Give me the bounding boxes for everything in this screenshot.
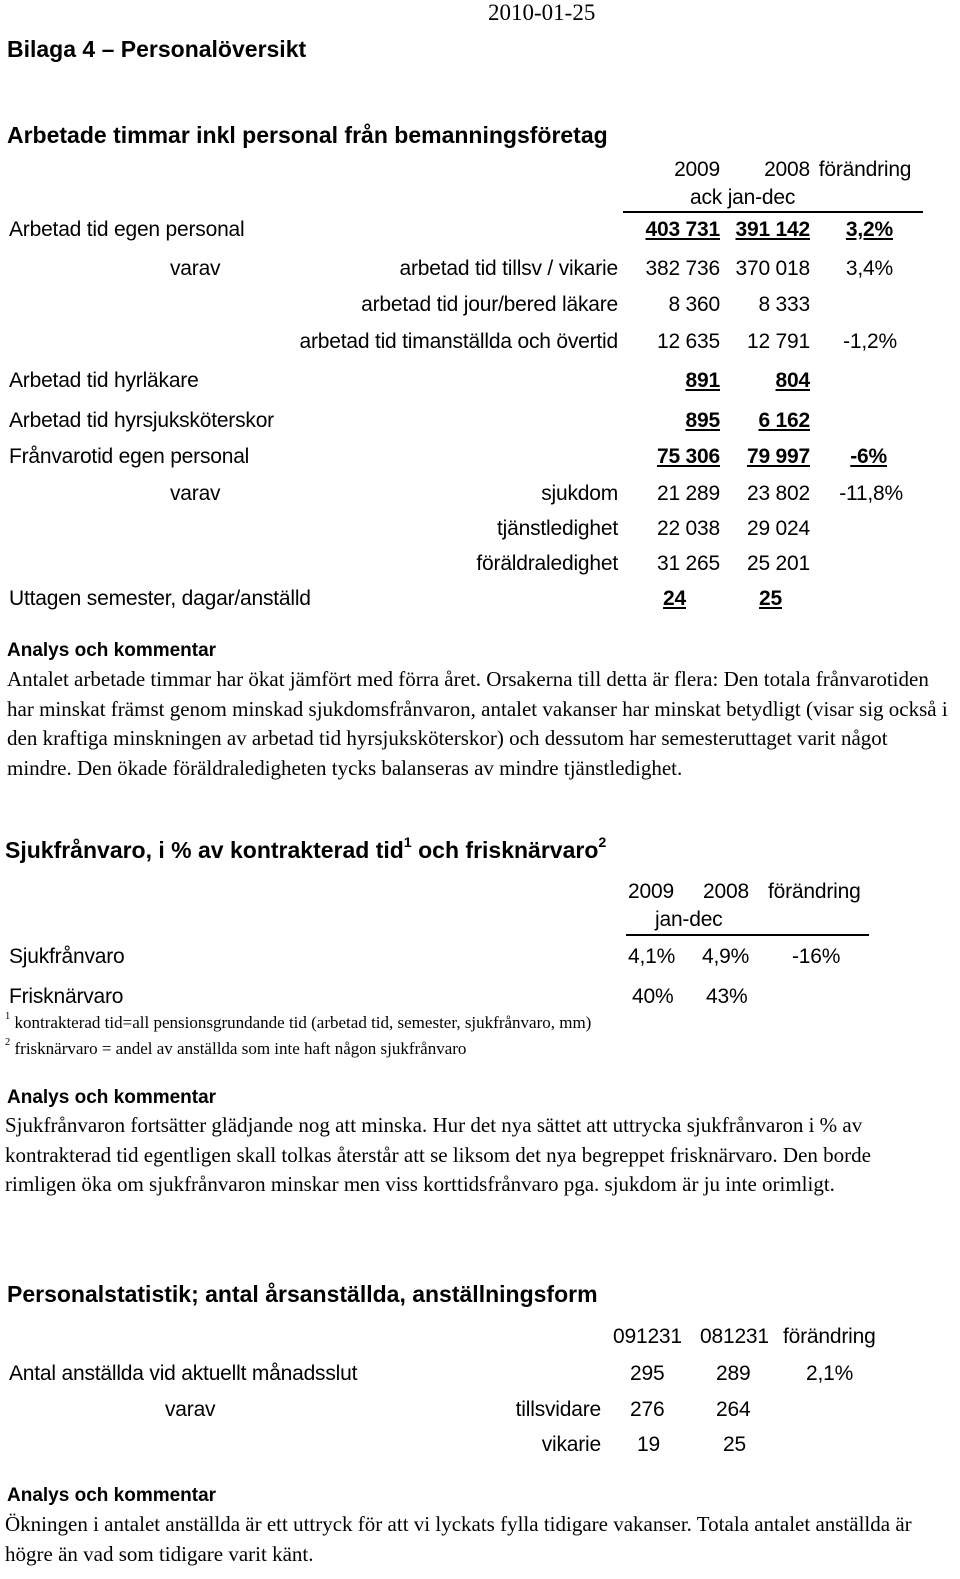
section1-analysis-heading: Analys och kommentar <box>7 640 217 661</box>
value-091231: 276 <box>630 1398 665 1421</box>
section2-title-part2: och frisknärvaro <box>411 837 599 863</box>
value-change: 3,4% <box>845 257 893 280</box>
value-2008: 29 024 <box>746 517 810 540</box>
row-prefix: varav <box>170 482 221 505</box>
value-2009: 22 038 <box>656 517 720 540</box>
col-header-change: förändring <box>768 880 861 903</box>
row-label: Sjukfrånvaro <box>9 945 125 968</box>
col-header-081231: 081231 <box>700 1325 769 1348</box>
value-091231: 295 <box>630 1362 665 1385</box>
footnote-text: frisknärvaro = andel av anställda som inte haft någon sjukfrånvaro <box>14 1039 467 1058</box>
section2-analysis-heading: Analys och kommentar <box>7 1087 217 1108</box>
value-2009: 891 <box>685 369 720 392</box>
value-2009: 895 <box>685 409 720 432</box>
value-2009: 403 731 <box>645 218 720 241</box>
value-2008: 79 997 <box>746 445 810 468</box>
footnote-ref-1: 1 <box>403 835 412 851</box>
value-2009: 31 265 <box>656 552 720 575</box>
row-sublabel: arbetad tid jour/bered läkare <box>361 293 618 316</box>
row-sublabel: vikarie <box>541 1433 601 1456</box>
value-2009: 21 289 <box>656 482 720 505</box>
row-prefix: varav <box>170 257 221 280</box>
row-sublabel: föräldraledighet <box>476 552 618 575</box>
footnote-1 <box>5 1013 591 1033</box>
value-2008: 4,9% <box>702 945 750 968</box>
value-change: -6% <box>850 445 887 468</box>
section3-title: Personalstatistik; antal årsanställda, anställningsform <box>7 1281 598 1307</box>
value-2008: 804 <box>775 369 810 392</box>
value-2008: 25 <box>759 587 782 610</box>
row-sublabel: arbetad tid timanställda och övertid <box>299 330 618 353</box>
header-rule <box>623 211 923 213</box>
section2-analysis-text: Sjukfrånvaron fortsätter glädjande nog att minska. Hur det nya sättet att uttrycka sjukfrånvaron i % av kontrakterad tid egentligen skall tolkas återstår att se liksom det nya begreppet frisknärvaro. Den borde rimligen öka om sjukfrånvaron minskar men viss korttidsfrånvaro pga. sjukdom är ju inte orimligt. <box>5 1113 871 1196</box>
row-label: Arbetad tid hyrläkare <box>9 369 199 392</box>
value-081231: 264 <box>716 1398 751 1421</box>
row-prefix: varav <box>165 1398 216 1421</box>
section3-analysis-heading: Analys och kommentar <box>7 1485 217 1506</box>
footnote-ref-2: 2 <box>598 835 607 851</box>
footnote-2 <box>5 1039 466 1059</box>
row-sublabel: sjukdom <box>541 482 618 505</box>
col-header-2009: 2009 <box>674 158 720 181</box>
row-label: Uttagen semester, dagar/anställd <box>9 587 311 610</box>
row-label: Arbetad tid hyrsjuksköterskor <box>9 409 274 432</box>
value-change: 2,1% <box>806 1362 854 1385</box>
value-2008: 25 201 <box>746 552 810 575</box>
col-header-2009: 2009 <box>628 880 674 903</box>
value-change: -1,2% <box>843 330 897 353</box>
col-header-change: förändring <box>818 158 912 181</box>
row-label: Frisknärvaro <box>9 985 124 1008</box>
section1-title: Arbetade timmar inkl personal från bemanningsföretag <box>7 122 608 148</box>
value-2009: 24 <box>663 587 686 610</box>
value-2008: 23 802 <box>746 482 810 505</box>
value-2008: 8 333 <box>758 293 810 316</box>
value-2008: 43% <box>706 985 748 1008</box>
row-sublabel: arbetad tid tillsv / vikarie <box>399 257 618 280</box>
value-2009: 75 306 <box>656 445 720 468</box>
value-2009: 4,1% <box>628 945 676 968</box>
col-subheader: jan-dec <box>655 908 723 931</box>
row-sublabel: tjänstledighet <box>497 517 618 540</box>
value-change: -16% <box>792 945 841 968</box>
section1-analysis-text: Antalet arbetade timmar har ökat jämfört med förra året. Orsakerna till detta är flera: Den totala frånvarotiden har minskat främst genom minskad sjukdomsfrånvaron, antalet vakanser har minskat betydligt (visar sig också i den kraftiga minskningen av arbetad tid hyrsjuksköterskor) och dessutom har semesteruttaget varit något mindre. Den ökade föräldraledigheten tycks balanseras av mindre tjänstledighet. <box>7 667 948 780</box>
document-date: 2010-01-25 <box>488 0 596 25</box>
footnote-number: 1 <box>5 1011 11 1022</box>
row-label: Frånvarotid egen personal <box>9 445 250 468</box>
footnote-text: kontrakterad tid=all pensionsgrundande tid (arbetad tid, semester, sjukfrånvaro, mm) <box>14 1013 592 1032</box>
col-header-2008: 2008 <box>764 158 810 181</box>
value-2008: 391 142 <box>735 218 810 241</box>
value-2009: 12 635 <box>656 330 720 353</box>
value-2009: 40% <box>632 985 674 1008</box>
footnote-number: 2 <box>5 1037 11 1048</box>
col-header-2008: 2008 <box>703 880 749 903</box>
section2-title <box>5 837 606 864</box>
col-header-091231: 091231 <box>613 1325 682 1348</box>
value-081231: 289 <box>716 1362 751 1385</box>
value-2009: 382 736 <box>645 257 720 280</box>
col-header-change: förändring <box>783 1325 876 1348</box>
value-2008: 370 018 <box>735 257 810 280</box>
header-rule <box>626 934 869 936</box>
value-2008: 12 791 <box>746 330 810 353</box>
value-change: 3,2% <box>845 218 893 241</box>
row-label: Arbetad tid egen personal <box>9 218 245 241</box>
row-label: Antal anställda vid aktuellt månadsslut <box>9 1362 358 1385</box>
value-change: -11,8% <box>839 482 903 505</box>
document-title: Bilaga 4 – Personalöversikt <box>7 36 307 62</box>
value-081231: 25 <box>723 1433 746 1456</box>
value-091231: 19 <box>637 1433 660 1456</box>
row-sublabel: tillsvidare <box>515 1398 601 1421</box>
section2-title-part1: Sjukfrånvaro, i % av kontrakterad tid <box>5 837 404 863</box>
col-subheader: ack jan-dec <box>690 186 796 209</box>
section3-analysis-text: Ökningen i antalet anställda är ett uttryck för att vi lyckats fylla tidigare vakanser. Totala antalet anställda är högre än vad som tidigare varit känt. <box>5 1512 912 1566</box>
value-2008: 6 162 <box>758 409 810 432</box>
value-2009: 8 360 <box>668 293 720 316</box>
